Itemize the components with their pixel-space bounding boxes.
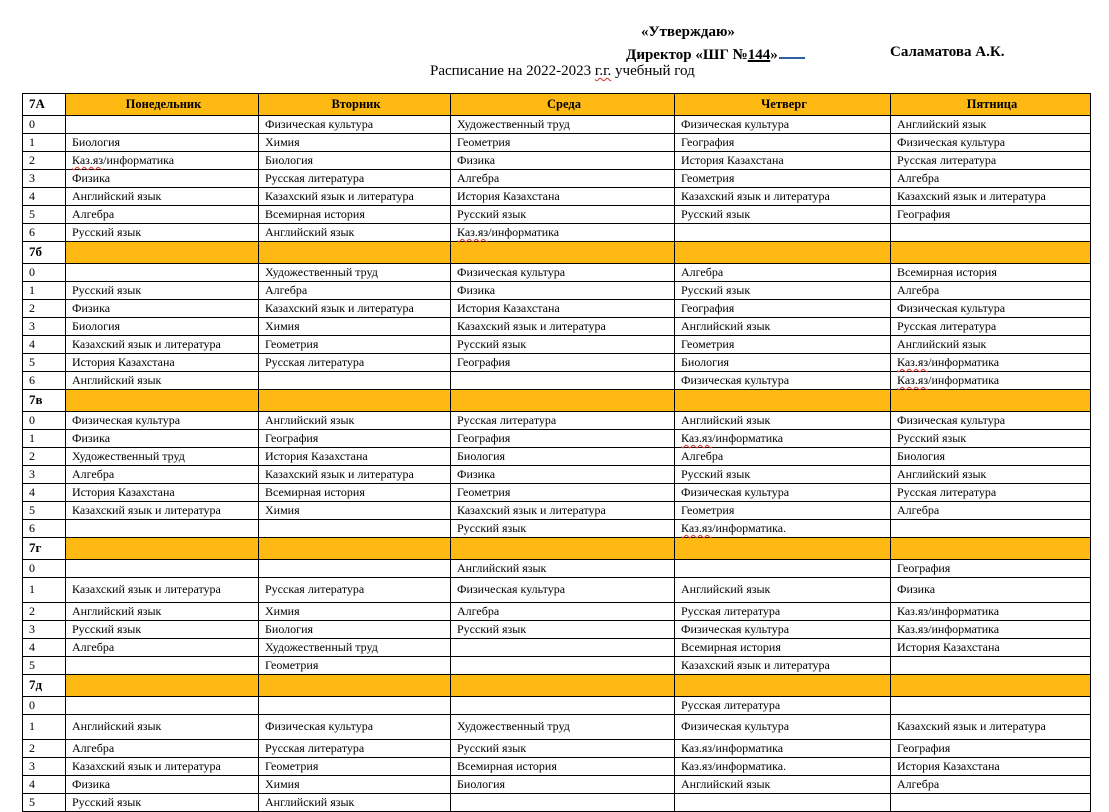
- subject-cell: Алгебра: [66, 206, 259, 224]
- subject-cell: География: [891, 740, 1091, 758]
- section-divider-cell: [66, 538, 259, 560]
- subject-cell: Английский язык: [451, 560, 675, 578]
- subject-cell: Казахский язык и литература: [675, 657, 891, 675]
- subject-cell: [451, 372, 675, 390]
- subject-cell: [891, 657, 1091, 675]
- subject-cell: [259, 697, 451, 715]
- subject-cell: Геометрия: [675, 336, 891, 354]
- lesson-number: 6: [23, 224, 66, 242]
- section-divider-cell: [891, 390, 1091, 412]
- class-header-row: [23, 242, 1091, 264]
- subject-cell: Русский язык: [451, 336, 675, 354]
- subject-cell: Каз.яз/информатика: [891, 354, 1091, 372]
- subject-cell: [66, 116, 259, 134]
- subject-cell: [891, 697, 1091, 715]
- subject-cell: Физика: [451, 466, 675, 484]
- lesson-number: 0: [23, 412, 66, 430]
- subject-cell: Физическая культура: [675, 372, 891, 390]
- lesson-row: [23, 264, 1091, 282]
- subject-cell: [259, 372, 451, 390]
- subject-cell: [891, 794, 1091, 812]
- section-divider-cell: [66, 390, 259, 412]
- subject-cell: Казахский язык и литература: [451, 318, 675, 336]
- subject-cell: Химия: [259, 502, 451, 520]
- section-divider-cell: [891, 675, 1091, 697]
- subject-cell: Каз.яз/информатика: [675, 740, 891, 758]
- subject-cell: Физическая культура: [66, 412, 259, 430]
- subject-cell: Русский язык: [66, 794, 259, 812]
- subject-cell: Английский язык: [66, 603, 259, 621]
- subject-cell: Русская литература: [891, 484, 1091, 502]
- lesson-number: 4: [23, 639, 66, 657]
- misspelled-text: Каз.яз: [681, 430, 713, 445]
- subject-cell: Химия: [259, 134, 451, 152]
- lesson-row: [23, 134, 1091, 152]
- subject-cell: Русская литература: [259, 578, 451, 603]
- lesson-number: 1: [23, 282, 66, 300]
- lesson-number: 2: [23, 448, 66, 466]
- approve-heading: [641, 24, 735, 41]
- approve-text: «Утверждаю»: [641, 24, 735, 40]
- lesson-row: [23, 152, 1091, 170]
- director-line: [626, 44, 805, 64]
- subject-cell: Алгебра: [451, 603, 675, 621]
- lesson-number: 0: [23, 560, 66, 578]
- lesson-row: [23, 206, 1091, 224]
- schedule-title-pre: Расписание на 2022-2023: [430, 63, 595, 79]
- subject-cell: Физическая культура: [451, 264, 675, 282]
- subject-cell: Всемирная история: [451, 758, 675, 776]
- class-label: 7д: [23, 675, 66, 697]
- subject-cell: Казахский язык и литература: [259, 466, 451, 484]
- lesson-row: [23, 621, 1091, 639]
- section-divider-cell: [259, 675, 451, 697]
- subject-cell: Каз.яз/информатика: [675, 430, 891, 448]
- lesson-number: 4: [23, 484, 66, 502]
- subject-cell: География: [259, 430, 451, 448]
- lesson-row: [23, 300, 1091, 318]
- lesson-row: [23, 412, 1091, 430]
- subject-cell: [66, 520, 259, 538]
- subject-cell: Английский язык: [259, 224, 451, 242]
- lesson-row: [23, 336, 1091, 354]
- section-divider-cell: [451, 242, 675, 264]
- subject-cell: Физическая культура: [891, 300, 1091, 318]
- subject-cell: [891, 520, 1091, 538]
- subject-cell: Геометрия: [259, 657, 451, 675]
- subject-cell: История Казахстана: [891, 639, 1091, 657]
- subject-cell: Физическая культура: [675, 715, 891, 740]
- subject-cell: Русская литература: [259, 354, 451, 372]
- subject-cell: Биология: [259, 621, 451, 639]
- subject-cell: География: [675, 300, 891, 318]
- subject-cell: Физика: [891, 578, 1091, 603]
- subject-cell: Биология: [675, 354, 891, 372]
- subject-cell: Английский язык: [66, 715, 259, 740]
- subject-cell: Русская литература: [675, 603, 891, 621]
- schedule-title-post: учебный год: [611, 63, 695, 79]
- timetable: [22, 93, 1091, 812]
- director-text: Директор «ШГ №: [626, 47, 748, 63]
- subject-cell: Русский язык: [66, 282, 259, 300]
- lesson-row: [23, 448, 1091, 466]
- class-header-row: [23, 675, 1091, 697]
- subject-cell: История Казахстана: [451, 188, 675, 206]
- subject-cell: Алгебра: [259, 282, 451, 300]
- lesson-number: 3: [23, 621, 66, 639]
- subject-cell: География: [891, 560, 1091, 578]
- subject-cell: Физическая культура: [675, 484, 891, 502]
- class-header-row: [23, 94, 1091, 116]
- schedule-title: [430, 63, 695, 80]
- lesson-row: [23, 697, 1091, 715]
- subject-cell: Английский язык: [259, 412, 451, 430]
- subject-cell: Английский язык: [66, 372, 259, 390]
- day-header: Четверг: [675, 94, 891, 116]
- lesson-row: [23, 776, 1091, 794]
- subject-cell: Русский язык: [451, 520, 675, 538]
- subject-cell: Русский язык: [451, 206, 675, 224]
- subject-cell: Каз.яз/информатика.: [675, 758, 891, 776]
- class-header-row: [23, 390, 1091, 412]
- lesson-row: [23, 484, 1091, 502]
- subject-cell: Художественный труд: [66, 448, 259, 466]
- subject-cell: Английский язык: [259, 794, 451, 812]
- misspelled-text: Каз.яз: [457, 224, 489, 239]
- subject-cell: Биология: [451, 448, 675, 466]
- lesson-row: [23, 188, 1091, 206]
- lesson-row: [23, 578, 1091, 603]
- subject-cell: Русский язык: [675, 206, 891, 224]
- subject-cell: Физическая культура: [451, 578, 675, 603]
- section-divider-cell: [451, 675, 675, 697]
- lesson-number: 2: [23, 603, 66, 621]
- subject-cell: Каз.яз/информатика: [66, 152, 259, 170]
- subject-cell: Английский язык: [891, 336, 1091, 354]
- section-divider-cell: [451, 390, 675, 412]
- lesson-number: 2: [23, 152, 66, 170]
- subject-cell: Физическая культура: [259, 715, 451, 740]
- lesson-number: 3: [23, 466, 66, 484]
- subject-cell: Физика: [66, 776, 259, 794]
- lesson-row: [23, 639, 1091, 657]
- lesson-row: [23, 224, 1091, 242]
- subject-cell: Физическая культура: [675, 621, 891, 639]
- section-divider-cell: [451, 538, 675, 560]
- subject-cell: Алгебра: [451, 170, 675, 188]
- subject-cell: Казахский язык и литература: [66, 758, 259, 776]
- section-divider-cell: [891, 538, 1091, 560]
- subject-cell: Художественный труд: [259, 639, 451, 657]
- lesson-row: [23, 603, 1091, 621]
- subject-cell: Геометрия: [259, 758, 451, 776]
- subject-cell: География: [451, 354, 675, 372]
- subject-cell: Геометрия: [451, 134, 675, 152]
- misspelled-text: Каз.яз: [72, 152, 104, 167]
- subject-cell: Художественный труд: [451, 116, 675, 134]
- lesson-row: [23, 318, 1091, 336]
- subject-cell: Химия: [259, 776, 451, 794]
- class-label: 7г: [23, 538, 66, 560]
- subject-cell: Биология: [66, 318, 259, 336]
- lesson-row: [23, 372, 1091, 390]
- lesson-row: [23, 740, 1091, 758]
- lesson-number: 2: [23, 300, 66, 318]
- lesson-number: 1: [23, 578, 66, 603]
- subject-cell: [451, 794, 675, 812]
- subject-cell: Художественный труд: [259, 264, 451, 282]
- signature-underline: [779, 44, 805, 59]
- subject-cell: Всемирная история: [891, 264, 1091, 282]
- lesson-row: [23, 715, 1091, 740]
- misspelled-text: Каз.яз: [897, 354, 929, 369]
- subject-cell: Каз.яз/информатика: [891, 621, 1091, 639]
- subject-cell: Русский язык: [675, 282, 891, 300]
- subject-cell: Казахский язык и литература: [66, 336, 259, 354]
- subject-cell: Физическая культура: [259, 116, 451, 134]
- lesson-number: 3: [23, 758, 66, 776]
- subject-cell: Всемирная история: [259, 206, 451, 224]
- subject-cell: Английский язык: [675, 776, 891, 794]
- section-divider-cell: [675, 675, 891, 697]
- subject-cell: Русский язык: [66, 621, 259, 639]
- subject-cell: География: [451, 430, 675, 448]
- subject-cell: Физика: [451, 282, 675, 300]
- subject-cell: [451, 697, 675, 715]
- subject-cell: Каз.яз/информатика: [451, 224, 675, 242]
- section-divider-cell: [259, 242, 451, 264]
- subject-cell: Русская литература: [259, 740, 451, 758]
- subject-cell: Геометрия: [451, 484, 675, 502]
- subject-cell: История Казахстана: [66, 354, 259, 372]
- subject-cell: Алгебра: [66, 740, 259, 758]
- subject-cell: История Казахстана: [259, 448, 451, 466]
- subject-cell: Казахский язык и литература: [891, 715, 1091, 740]
- section-divider-cell: [66, 242, 259, 264]
- lesson-number: 4: [23, 776, 66, 794]
- class-header-row: [23, 538, 1091, 560]
- subject-cell: Физическая культура: [891, 412, 1091, 430]
- subject-cell: Английский язык: [891, 116, 1091, 134]
- subject-cell: Физическая культура: [891, 134, 1091, 152]
- lesson-number: 3: [23, 170, 66, 188]
- lesson-row: [23, 170, 1091, 188]
- lesson-row: [23, 758, 1091, 776]
- lesson-number: 0: [23, 697, 66, 715]
- section-divider-cell: [675, 390, 891, 412]
- lesson-row: [23, 282, 1091, 300]
- subject-cell: Казахский язык и литература: [66, 578, 259, 603]
- lesson-number: 4: [23, 188, 66, 206]
- lesson-number: 6: [23, 372, 66, 390]
- subject-cell: Русская литература: [675, 697, 891, 715]
- section-divider-cell: [675, 538, 891, 560]
- lesson-row: [23, 466, 1091, 484]
- subject-cell: Каз.яз/информатика.: [675, 520, 891, 538]
- lesson-number: 6: [23, 520, 66, 538]
- lesson-number: 2: [23, 740, 66, 758]
- subject-cell: Физика: [451, 152, 675, 170]
- misspelled-text: Каз.яз: [897, 372, 929, 387]
- lesson-number: 1: [23, 134, 66, 152]
- subject-cell: Геометрия: [259, 336, 451, 354]
- subject-cell: Английский язык: [66, 188, 259, 206]
- lesson-number: 4: [23, 336, 66, 354]
- subject-cell: Английский язык: [891, 466, 1091, 484]
- lesson-row: [23, 116, 1091, 134]
- subject-cell: [66, 264, 259, 282]
- subject-cell: Всемирная история: [259, 484, 451, 502]
- director-name: [890, 44, 1004, 61]
- subject-cell: Алгебра: [675, 264, 891, 282]
- misspelled-text: Каз.яз: [681, 520, 713, 535]
- subject-cell: [259, 560, 451, 578]
- lesson-number: 5: [23, 206, 66, 224]
- lesson-number: 5: [23, 794, 66, 812]
- subject-cell: Химия: [259, 603, 451, 621]
- lesson-row: [23, 657, 1091, 675]
- subject-cell: Русская литература: [259, 170, 451, 188]
- lesson-row: [23, 520, 1091, 538]
- subject-cell: Казахский язык и литература: [891, 188, 1091, 206]
- subject-cell: [451, 639, 675, 657]
- subject-cell: История Казахстана: [675, 152, 891, 170]
- subject-cell: Русский язык: [451, 621, 675, 639]
- director-close-quote: »: [770, 47, 778, 63]
- subject-cell: [66, 697, 259, 715]
- lesson-number: 0: [23, 264, 66, 282]
- day-header: Пятница: [891, 94, 1091, 116]
- subject-cell: Русская литература: [891, 152, 1091, 170]
- class-label: 7в: [23, 390, 66, 412]
- subject-cell: [451, 657, 675, 675]
- subject-cell: История Казахстана: [451, 300, 675, 318]
- subject-cell: Физическая культура: [675, 116, 891, 134]
- subject-cell: Казахский язык и литература: [259, 188, 451, 206]
- subject-cell: Алгебра: [891, 282, 1091, 300]
- subject-cell: [66, 657, 259, 675]
- subject-cell: Русский язык: [451, 740, 675, 758]
- day-header: Понедельник: [66, 94, 259, 116]
- subject-cell: География: [675, 134, 891, 152]
- lesson-number: 5: [23, 502, 66, 520]
- subject-cell: Казахский язык и литература: [259, 300, 451, 318]
- subject-cell: Геометрия: [675, 170, 891, 188]
- subject-cell: Всемирная история: [675, 639, 891, 657]
- subject-cell: Английский язык: [675, 318, 891, 336]
- lesson-number: 5: [23, 354, 66, 372]
- section-divider-cell: [259, 390, 451, 412]
- subject-cell: Казахский язык и литература: [451, 502, 675, 520]
- subject-cell: [891, 224, 1091, 242]
- subject-cell: Казахский язык и литература: [66, 502, 259, 520]
- subject-cell: Русская литература: [451, 412, 675, 430]
- subject-cell: Алгебра: [66, 466, 259, 484]
- director-name-text: Саламатова А.К.: [890, 44, 1005, 60]
- subject-cell: [675, 794, 891, 812]
- subject-cell: [675, 560, 891, 578]
- subject-cell: Алгебра: [675, 448, 891, 466]
- lesson-row: [23, 560, 1091, 578]
- subject-cell: Казахский язык и литература: [675, 188, 891, 206]
- lesson-number: 0: [23, 116, 66, 134]
- section-divider-cell: [891, 242, 1091, 264]
- lesson-row: [23, 354, 1091, 372]
- subject-cell: Алгебра: [891, 502, 1091, 520]
- subject-cell: [675, 224, 891, 242]
- subject-cell: Алгебра: [66, 639, 259, 657]
- subject-cell: [259, 520, 451, 538]
- subject-cell: Русский язык: [891, 430, 1091, 448]
- section-divider-cell: [66, 675, 259, 697]
- subject-cell: История Казахстана: [891, 758, 1091, 776]
- subject-cell: Каз.яз/информатика: [891, 372, 1091, 390]
- subject-cell: Биология: [259, 152, 451, 170]
- day-header: Вторник: [259, 94, 451, 116]
- lesson-row: [23, 794, 1091, 812]
- lesson-number: 1: [23, 715, 66, 740]
- subject-cell: Химия: [259, 318, 451, 336]
- section-divider-cell: [675, 242, 891, 264]
- lesson-number: 3: [23, 318, 66, 336]
- subject-cell: Английский язык: [675, 412, 891, 430]
- lesson-number: 5: [23, 657, 66, 675]
- subject-cell: Биология: [891, 448, 1091, 466]
- subject-cell: Алгебра: [891, 170, 1091, 188]
- school-number: 144: [747, 47, 771, 63]
- subject-cell: Алгебра: [891, 776, 1091, 794]
- lesson-row: [23, 430, 1091, 448]
- subject-cell: Биология: [451, 776, 675, 794]
- subject-cell: Биология: [66, 134, 259, 152]
- subject-cell: [66, 560, 259, 578]
- class-label: 7б: [23, 242, 66, 264]
- section-divider-cell: [259, 538, 451, 560]
- subject-cell: Физика: [66, 300, 259, 318]
- subject-cell: Геометрия: [675, 502, 891, 520]
- subject-cell: История Казахстана: [66, 484, 259, 502]
- subject-cell: Каз.яз/информатика: [891, 603, 1091, 621]
- lesson-number: 1: [23, 430, 66, 448]
- subject-cell: Русский язык: [675, 466, 891, 484]
- lesson-row: [23, 502, 1091, 520]
- subject-cell: Физика: [66, 430, 259, 448]
- subject-cell: Английский язык: [675, 578, 891, 603]
- class-label: 7А: [23, 94, 66, 116]
- day-header: Среда: [451, 94, 675, 116]
- subject-cell: География: [891, 206, 1091, 224]
- subject-cell: Русский язык: [66, 224, 259, 242]
- schedule-title-gg: г.г.: [594, 63, 612, 79]
- subject-cell: Русская литература: [891, 318, 1091, 336]
- subject-cell: Художественный труд: [451, 715, 675, 740]
- subject-cell: Физика: [66, 170, 259, 188]
